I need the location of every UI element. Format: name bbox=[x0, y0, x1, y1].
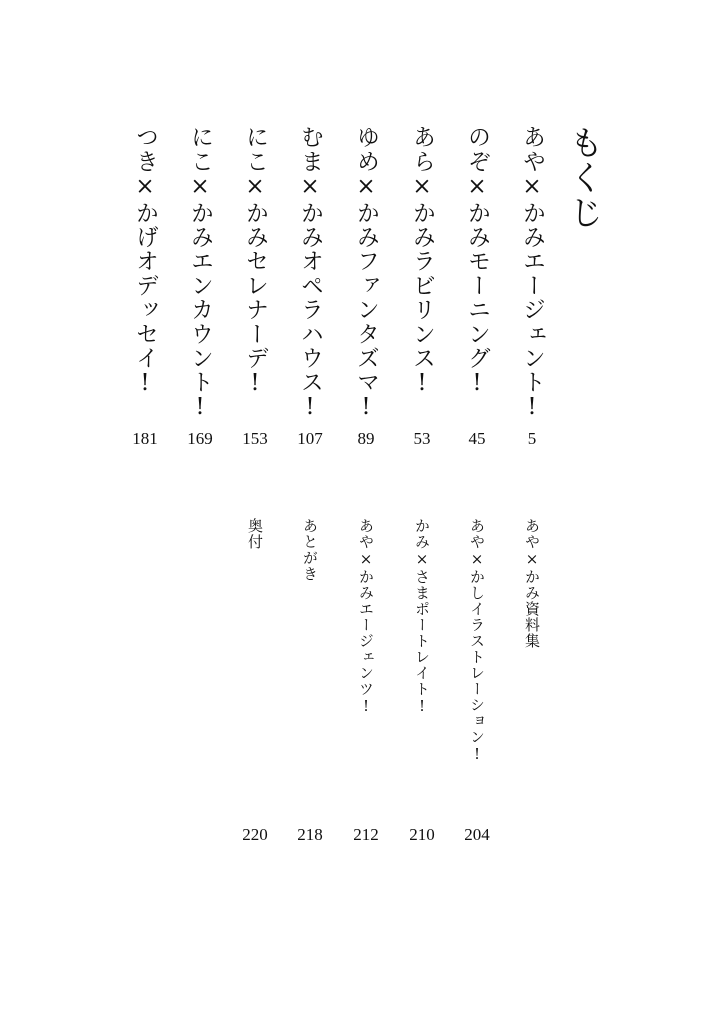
chapter-page: 153 bbox=[242, 429, 268, 448]
chapter-page: 107 bbox=[297, 429, 323, 448]
chapter-page: 181 bbox=[132, 429, 158, 448]
chapter-page: 45 bbox=[468, 429, 486, 448]
extras-title: あとがき bbox=[301, 518, 319, 582]
chapter-title: あや×かみエージェント! bbox=[519, 125, 545, 422]
extras-title: 奥付 bbox=[246, 518, 264, 550]
extras-title: あや×かみ資料集 bbox=[523, 518, 541, 649]
chapter-title: にこ×かみエンカウント! bbox=[187, 125, 213, 422]
extras-page: 212 bbox=[353, 825, 379, 844]
extras-page: 218 bbox=[297, 825, 323, 844]
chapter-title: ゆめ×かみファンタズマ! bbox=[353, 125, 379, 422]
extras-title: あや×かしイラストレーション! bbox=[468, 518, 486, 764]
chapter-title: つき×かげオデッセイ! bbox=[132, 125, 158, 398]
chapter-page: 89 bbox=[357, 429, 375, 448]
toc-heading: もくじ bbox=[563, 125, 603, 230]
chapter-title: むま×かみオペラハウス! bbox=[297, 125, 323, 422]
chapter-page: 5 bbox=[527, 429, 537, 448]
extras-page: 210 bbox=[409, 825, 435, 844]
chapter-title: のぞ×かみモーニング! bbox=[464, 125, 490, 398]
extras-page: 220 bbox=[242, 825, 268, 844]
chapter-title: にこ×かみセレナーデ! bbox=[242, 125, 268, 398]
extras-page: 204 bbox=[464, 825, 490, 844]
extras-title: あや×かみエージェンツ! bbox=[357, 518, 375, 716]
chapter-title: あら×かみラビリンス! bbox=[409, 125, 435, 398]
extras-title: かみ×さまポートレイト! bbox=[413, 518, 431, 716]
chapter-page: 53 bbox=[413, 429, 431, 448]
chapter-page: 169 bbox=[187, 429, 213, 448]
